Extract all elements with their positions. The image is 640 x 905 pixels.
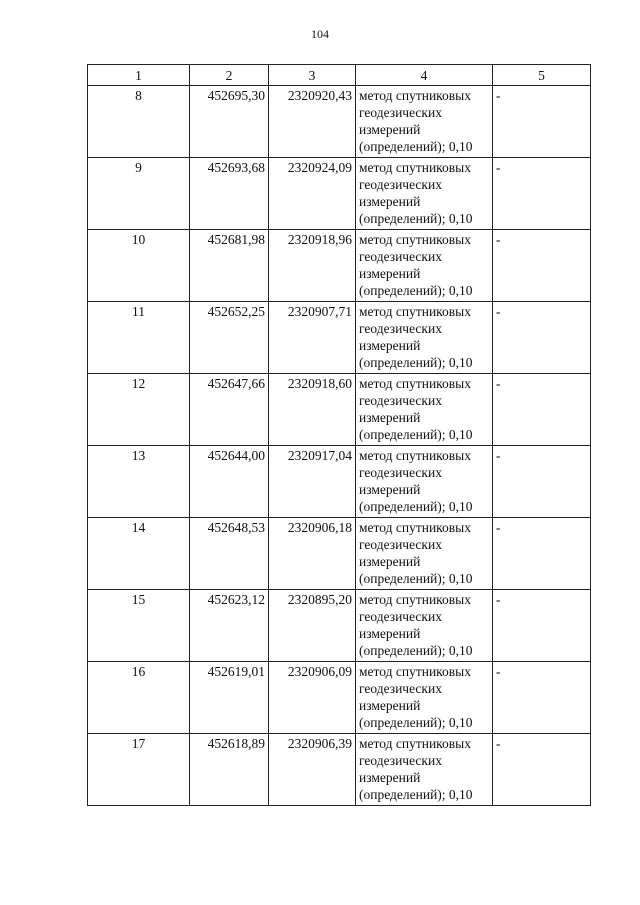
method-line: (определений); 0,10 (359, 715, 473, 730)
page-number: 104 (311, 27, 329, 41)
point-number-cell: 9 (88, 158, 190, 230)
method-line: (определений); 0,10 (359, 427, 473, 442)
method-line: метод спутниковых (359, 88, 471, 103)
point-number-cell: 14 (88, 518, 190, 590)
method-cell (356, 518, 493, 590)
table-row (88, 518, 591, 590)
method-line: измерений (359, 410, 421, 425)
table-row (88, 158, 591, 230)
column-header-3: 3 (269, 65, 356, 86)
method-line: геодезических (359, 465, 442, 480)
method-cell (356, 590, 493, 662)
method-cell (356, 662, 493, 734)
point-number-cell: 11 (88, 302, 190, 374)
method-cell (356, 86, 493, 158)
method-line: (определений); 0,10 (359, 211, 473, 226)
column-header-4: 4 (356, 65, 493, 86)
method-line: измерений (359, 122, 421, 137)
method-line: геодезических (359, 681, 442, 696)
point-number-cell: 13 (88, 446, 190, 518)
y-coordinate-cell: 2320906,18 (269, 518, 356, 590)
method-line: геодезических (359, 105, 442, 120)
coordinates-table (87, 64, 591, 806)
y-coordinate-cell: 2320906,39 (269, 734, 356, 806)
method-line: геодезических (359, 177, 442, 192)
column-header-1: 1 (88, 65, 190, 86)
point-number-cell: 16 (88, 662, 190, 734)
method-line: (определений); 0,10 (359, 355, 473, 370)
y-coordinate-cell: 2320917,04 (269, 446, 356, 518)
y-coordinate-cell: 2320906,09 (269, 662, 356, 734)
method-cell (356, 302, 493, 374)
note-cell: - (493, 590, 591, 662)
y-coordinate-cell: 2320924,09 (269, 158, 356, 230)
note-cell: - (493, 734, 591, 806)
method-cell (356, 446, 493, 518)
x-coordinate-cell: 452681,98 (190, 230, 269, 302)
method-line: геодезических (359, 393, 442, 408)
y-coordinate-cell: 2320907,71 (269, 302, 356, 374)
method-line: метод спутниковых (359, 376, 471, 391)
method-line: геодезических (359, 249, 442, 264)
table-body (88, 86, 591, 806)
method-line: (определений); 0,10 (359, 499, 473, 514)
method-cell (356, 158, 493, 230)
table-row (88, 734, 591, 806)
column-header-5: 5 (493, 65, 591, 86)
x-coordinate-cell: 452619,01 (190, 662, 269, 734)
note-cell: - (493, 446, 591, 518)
table-row (88, 230, 591, 302)
method-line: геодезических (359, 537, 442, 552)
method-line: метод спутниковых (359, 664, 471, 679)
method-line: метод спутниковых (359, 520, 471, 535)
point-number-cell: 8 (88, 86, 190, 158)
method-line: (определений); 0,10 (359, 139, 473, 154)
y-coordinate-cell: 2320895,20 (269, 590, 356, 662)
point-number-cell: 12 (88, 374, 190, 446)
method-line: геодезических (359, 321, 442, 336)
method-line: метод спутниковых (359, 232, 471, 247)
method-line: (определений); 0,10 (359, 787, 473, 802)
method-cell (356, 374, 493, 446)
method-line: измерений (359, 338, 421, 353)
method-line: (определений); 0,10 (359, 283, 473, 298)
point-number-cell: 17 (88, 734, 190, 806)
note-cell: - (493, 374, 591, 446)
x-coordinate-cell: 452652,25 (190, 302, 269, 374)
method-line: метод спутниковых (359, 736, 471, 751)
note-cell: - (493, 518, 591, 590)
x-coordinate-cell: 452623,12 (190, 590, 269, 662)
x-coordinate-cell: 452644,00 (190, 446, 269, 518)
method-line: измерений (359, 626, 421, 641)
table-row (88, 86, 591, 158)
y-coordinate-cell: 2320920,43 (269, 86, 356, 158)
y-coordinate-cell: 2320918,60 (269, 374, 356, 446)
method-line: измерений (359, 266, 421, 281)
method-line: геодезических (359, 753, 442, 768)
method-line: (определений); 0,10 (359, 643, 473, 658)
method-line: метод спутниковых (359, 160, 471, 175)
table-row (88, 302, 591, 374)
x-coordinate-cell: 452693,68 (190, 158, 269, 230)
point-number-cell: 15 (88, 590, 190, 662)
method-line: измерений (359, 770, 421, 785)
method-line: (определений); 0,10 (359, 571, 473, 586)
method-line: измерений (359, 698, 421, 713)
method-line: метод спутниковых (359, 304, 471, 319)
note-cell: - (493, 230, 591, 302)
point-number-cell: 10 (88, 230, 190, 302)
x-coordinate-cell: 452618,89 (190, 734, 269, 806)
table-row (88, 590, 591, 662)
method-cell (356, 230, 493, 302)
method-cell (356, 734, 493, 806)
table-row (88, 374, 591, 446)
note-cell: - (493, 662, 591, 734)
method-line: измерений (359, 554, 421, 569)
method-line: метод спутниковых (359, 448, 471, 463)
note-cell: - (493, 86, 591, 158)
x-coordinate-cell: 452695,30 (190, 86, 269, 158)
column-header-2: 2 (190, 65, 269, 86)
method-line: метод спутниковых (359, 592, 471, 607)
table-row (88, 446, 591, 518)
table-row (88, 662, 591, 734)
table-header-row (88, 65, 591, 86)
method-line: геодезических (359, 609, 442, 624)
method-line: измерений (359, 194, 421, 209)
note-cell: - (493, 302, 591, 374)
x-coordinate-cell: 452647,66 (190, 374, 269, 446)
method-line: измерений (359, 482, 421, 497)
x-coordinate-cell: 452648,53 (190, 518, 269, 590)
y-coordinate-cell: 2320918,96 (269, 230, 356, 302)
note-cell: - (493, 158, 591, 230)
